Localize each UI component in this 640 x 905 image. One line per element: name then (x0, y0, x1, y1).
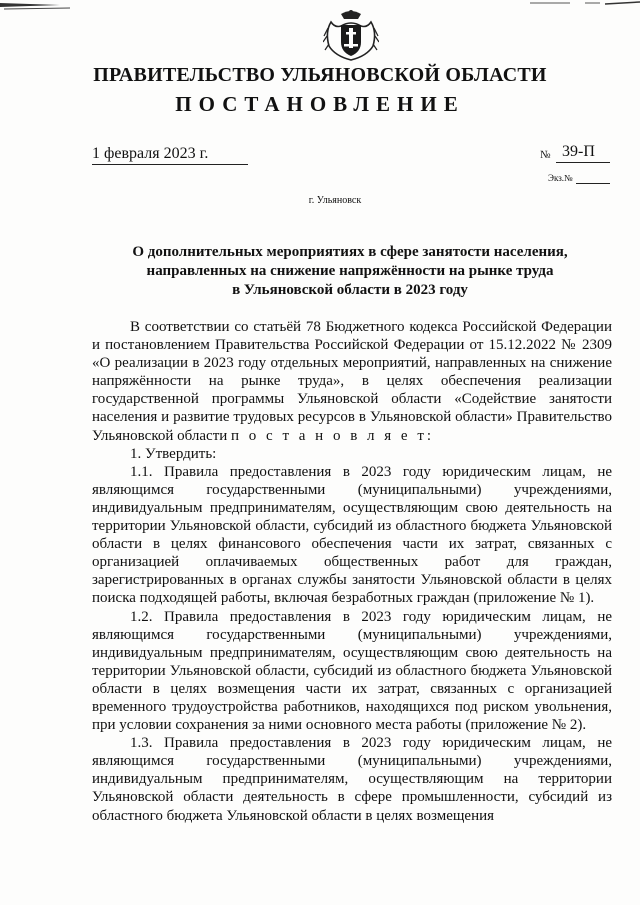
document-number: 39-П (562, 143, 595, 160)
document-body (92, 318, 612, 825)
document-title (120, 243, 580, 300)
number-underline (556, 162, 610, 163)
date-underline (92, 164, 248, 165)
item-1-1: 1.1. Правила предоставления в 2023 году юридическим лицам, не являющимся государственными (муниципальными) учреждениями, индивидуальным предпринимателям, осуществляющим свою деятельность на территории Ульяновской области, субсидий из областного бюджета Ульяновской области в целях финансового обеспечения части их затрат, связанных с организацией оплачиваемых общественных работ для граждан, зарегистрированных в органах службы занятости Ульяновской области в целях поиска подходящей работы, включая безработных граждан (приложение № 1). (92, 463, 612, 607)
resolves-word: п о с т а н о в л я е т: (231, 427, 435, 444)
item-1: 1. Утвердить: (130, 445, 217, 462)
document-city: г. Ульяновск (308, 195, 362, 206)
document-type: ПОСТАНОВЛЕНИЕ (175, 92, 465, 116)
preamble-paragraph (92, 318, 612, 445)
item-1-3: 1.3. Правила предоставления в 2023 году юридическим лицам, не являющимся государственными (муниципальными) учреждениями, индивидуальным предпринимателям, осуществляющим на территории Ульяновской области деятельность в сфере промышленности, субсидий из областного бюджета Ульяновской области в целях возмещения (92, 735, 612, 824)
title-line-2: направленных на снижение напряжённости на рынке труда (146, 263, 554, 279)
title-line-1: О дополнительных мероприятиях в сфере занятости населения, (132, 244, 568, 260)
scan-edge-marks (0, 0, 640, 14)
title-line-3: в Ульяновской области в 2023 году (232, 282, 468, 298)
government-name: ПРАВИТЕЛЬСТВО УЛЬЯНОВСКОЙ ОБЛАСТИ (93, 64, 547, 86)
item-1-2: 1.2. Правила предоставления в 2023 году юридическим лицам, не являющимся государственными (муниципальными) учреждениями, индивидуальным предпринимателям, осуществляющим свою деятельность на территории Ульяновской области, субсидий из областного бюджета Ульяновской области в целях возмещения части их затрат, связанных с организацией временного трудоустройства работников, находящихся под риском увольнения, при условии сохранения за ними основного места работы (приложение № 2). (92, 608, 612, 734)
number-label: № (540, 149, 551, 161)
coat-of-arms-icon (323, 6, 379, 64)
document-date: 1 февраля 2023 г. (92, 145, 209, 162)
copy-number-underline (576, 183, 610, 184)
copy-number-label: Экз.№ (548, 173, 573, 183)
preamble-text: В соответствии со статьёй 78 Бюджетного кодекса Российской Федерации и постановлением Правительства Российской Федерации от 15.12.2022 № 2309 «О реализации в 2023 году отдельных мероприятий, направленных на снижение напряжённости на рынке труда», в целях обеспечения реализации государственной программы Ульяновской области «Содействие занятости населения и развитие трудовых ресурсов в Ульяновской области» Правительство Ульяновской области (92, 319, 612, 444)
